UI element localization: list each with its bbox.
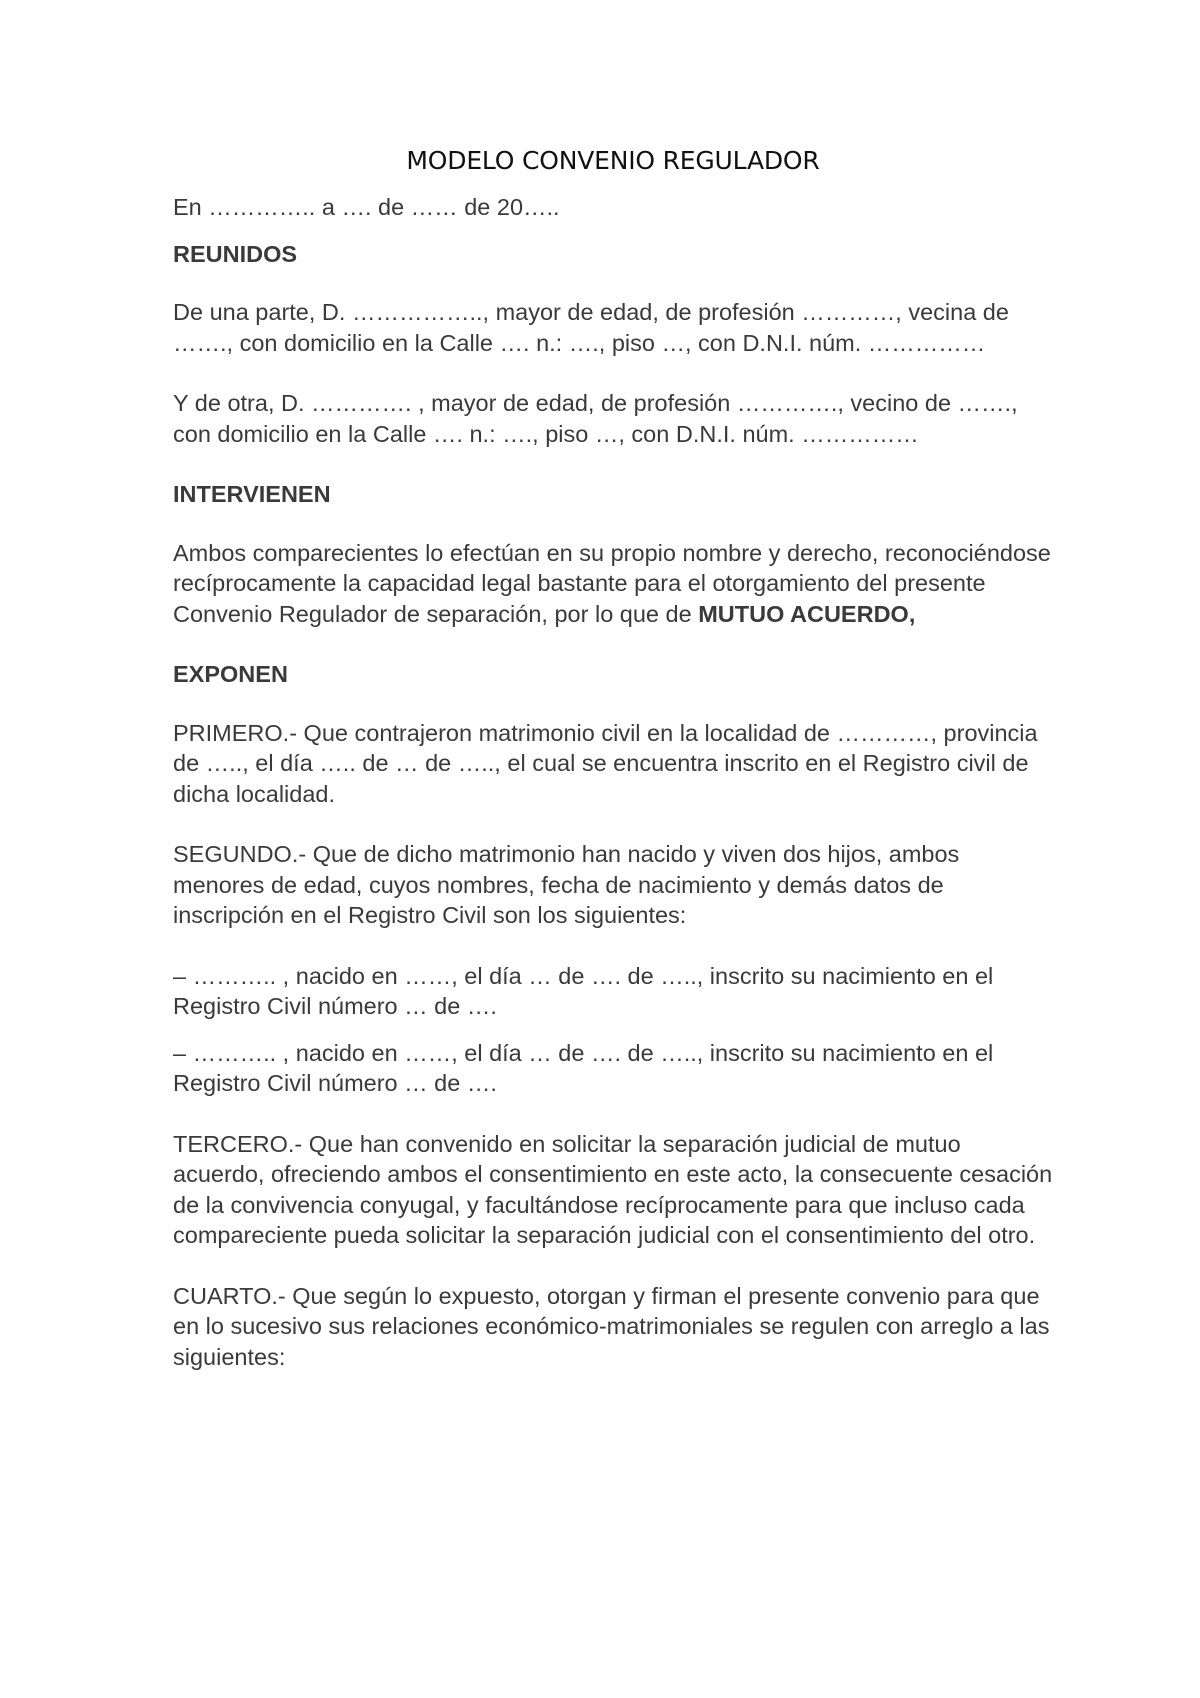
primero-paragraph: PRIMERO.- Que contrajeron matrimonio civil en la localidad de …………, provincia de ….., el día ….. de … de ….., el cual se encuentra inscrito en el Registro civil de dicha localidad. xyxy=(173,719,1038,807)
child-one-paragraph: – ……….. , nacido en ……, el día … de …. de ….., inscrito su nacimiento en el Registro Civil número … de …. xyxy=(173,962,994,1019)
document-body xyxy=(173,146,1053,1402)
segundo-paragraph: SEGUNDO.- Que de dicho matrimonio han nacido y viven dos hijos, ambos menores de edad, cuyos nombres, fecha de nacimiento y demás datos de inscripción en el Registro Civil son los siguientes: xyxy=(173,841,960,928)
document-title: MODELO CONVENIO REGULADOR xyxy=(406,146,820,175)
heading-exponen: EXPONEN xyxy=(173,661,288,687)
tercero-paragraph: TERCERO.- Que han convenido en solicitar la separación judicial de mutuo acuerdo, ofreciendo ambos el consentimiento en este acto, la consecuente cesación de la convivencia conyugal, y facultándose recíprocamente para que incluso cada compareciente pueda solicitar la separación judicial con el consentimiento del otro. xyxy=(173,1130,1053,1248)
date-line: En ………….. a …. de …… de 20….. xyxy=(173,194,560,220)
heading-intervienen: INTERVIENEN xyxy=(173,481,331,507)
party-one-paragraph: De una parte, D. …………….., mayor de edad, de profesión …………, vecina de ……., con domicilio en la Calle …. n.: …., piso …, con D.N.I. núm. …………… xyxy=(173,299,1009,356)
mutuo-acuerdo-text: MUTUO ACUERDO, xyxy=(698,600,916,627)
child-two-paragraph: – ……….. , nacido en ……, el día … de …. de ….., inscrito su nacimiento en el Registro Civil número … de …. xyxy=(173,1039,994,1096)
cuarto-paragraph: CUARTO.- Que según lo expuesto, otorgan y firman el presente convenio para que en lo sucesivo sus relaciones económico-matrimoniales se regulen con arreglo a las siguientes: xyxy=(173,1282,1050,1370)
intervienen-paragraph xyxy=(173,538,1053,630)
party-two-paragraph: Y de otra, D. …………. , mayor de edad, de profesión …………., vecino de ……., con domicilio en la Calle …. n.: …., piso …, con D.N.I. núm. …………… xyxy=(173,390,1018,447)
intervienen-text: Ambos comparecientes lo efectúan en su propio nombre y derecho, reconociéndose recíprocamente la capacidad legal bastante para el otorgamiento del presente Convenio Regulador de separación, por lo que de xyxy=(173,539,1051,627)
heading-reunidos: REUNIDOS xyxy=(173,240,298,267)
